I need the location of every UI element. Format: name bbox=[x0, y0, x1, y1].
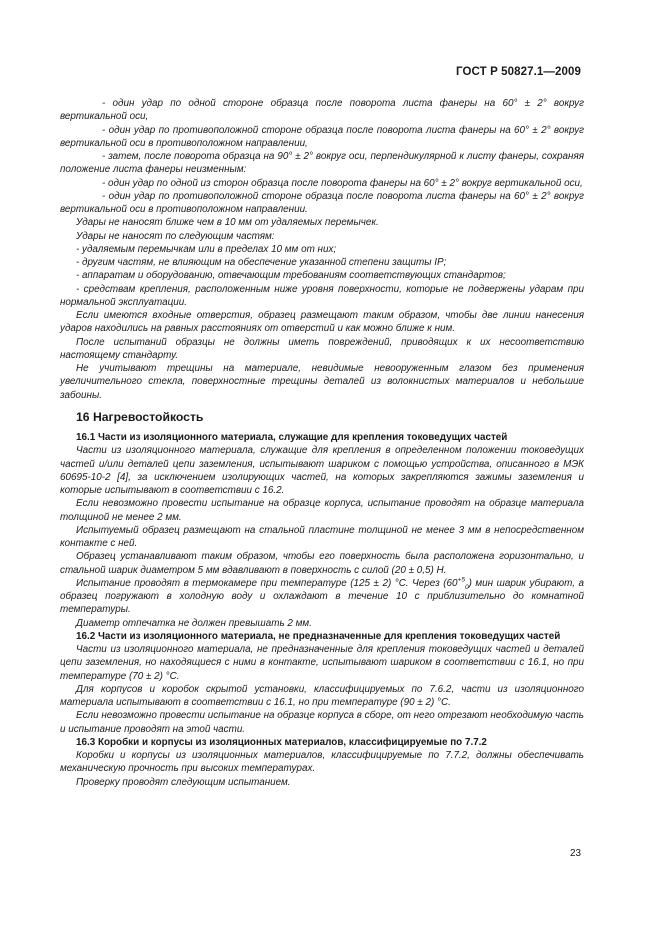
paragraph: - один удар по одной стороне образца после поворота листа фанеры на 60° ± 2° вокруг вертикальной оси, bbox=[60, 98, 584, 123]
paragraph: Если имеются входные отверстия, образец размещают таким образом, чтобы две линии нанесения ударов находились на равных расстояниях от отверстий и как можно ближе к ним. bbox=[60, 310, 584, 335]
document-body bbox=[60, 97, 584, 789]
paragraph: Части из изоляционного материала, служащие для крепления в определенном положении токоведущих частей и/или деталей цепи заземления, испытывают шариком с помощью устройства, описанного в МЭК 60695-10-2 [4], за исключением изолирующих частей, на которых закрепляются зажимы заземления и которые испытывают в соответствии с 16.2. bbox=[60, 445, 584, 496]
paragraph: Удары не наносят ближе чем в 10 мм от удаляемых перемычек. bbox=[76, 217, 379, 229]
paragraph: После испытаний образцы не должны иметь повреждений, приводящих к их несоответствию настоящему стандарту. bbox=[60, 336, 584, 361]
standard-header: ГОСТ Р 50827.1—2009 bbox=[456, 66, 581, 78]
paragraph bbox=[60, 577, 584, 617]
paragraph: Не учитывают трещины на материале, невидимые невооруженным глазом без применения увеличительного стекла, поверхностные трещины деталей из волокнистых материалов и небольшие забоины. bbox=[60, 363, 584, 401]
subscript: 0 bbox=[464, 583, 469, 591]
paragraph: Проверку проводят следующим испытанием. bbox=[76, 776, 291, 788]
paragraph: Удары не наносят по следующим частям: bbox=[76, 230, 275, 242]
superscript: +5 bbox=[457, 576, 465, 584]
list-item: - средствам крепления, расположенным ниже уровня поверхности, которые не подвержены ударам при нормальной эксплуатации. bbox=[60, 283, 584, 308]
subsection-heading: 16.1 Части из изоляционного материала, служащие для крепления токоведущих частей bbox=[76, 432, 508, 443]
list-item: - удаляемым перемычкам или в пределах 10 мм от них; bbox=[76, 243, 337, 255]
paragraph: - один удар по одной из сторон образца после поворота фанеры на 60° ± 2° вокруг вертикальной оси, bbox=[102, 177, 583, 189]
paragraph: Части из изоляционного материала, не предназначенные для крепления токоведущих частей и деталей цепи заземления, но находящиеся с ними в контакте, испытывают шариком в соответствии с 16.1, но при температуре (70 ± 2) °С. bbox=[60, 644, 584, 682]
text-fragment: ) мин шарик убирают, а образец погружают в холодную воду и охлаждают в течение 10 с приблизительно до комнатной температуры. bbox=[60, 577, 584, 616]
text-fragment: Испытание проводят в термокамере при температуре (125 ± 2) °С. Через (60 bbox=[76, 577, 458, 589]
section-heading: 16 Нагревостойкость bbox=[76, 409, 204, 424]
subsection-heading: 16.2 Части из изоляционного материала, не предназначенные для крепления токоведущих частей bbox=[76, 630, 561, 642]
paragraph: Если невозможно провести испытание на образце корпуса, испытание проводят на образце материала толщиной не менее 2 мм. bbox=[60, 498, 584, 523]
list-item: - аппаратам и оборудованию, отвечающим требованиям соответствующих стандартов; bbox=[76, 270, 506, 282]
paragraph: Коробки и корпусы из изоляционных материалов, классифицируемые по 7.7.2, должны обеспечивать механическую прочность при высоких температурах. bbox=[60, 750, 584, 775]
paragraph: Образец устанавливают таким образом, чтобы его поверхность была расположена горизонтально, и стальной шарик диаметром 5 мм вдавливают в поверхность с силой (20 ± 0,5) Н. bbox=[60, 551, 584, 576]
subsection-heading: 16.3 Коробки и корпусы из изоляционных материалов, классифицируемые по 7.7.2 bbox=[76, 736, 487, 748]
page-number: 23 bbox=[570, 848, 581, 859]
paragraph: Если невозможно провести испытание на образце корпуса в сборе, от него отрезают необходимую часть и испытание проводят на этой части. bbox=[60, 710, 584, 735]
paragraph: - один удар по противоположной стороне образца после поворота листа фанеры на 60° ± 2° вокруг вертикальной оси в противоположном направлении, bbox=[60, 124, 584, 149]
list-item: - другим частям, не влияющим на обеспечение указанной степени защиты IP; bbox=[76, 257, 447, 268]
paragraph: - один удар по противоположной стороне образца после поворота листа фанеры на 60° ± 2° вокруг вертикальной оси в противоположном направлении. bbox=[60, 190, 584, 215]
paragraph: Для корпусов и коробок скрытой установки, классифицируемых по 7.6.2, части из изоляционного материала испытывают в соответствии с 16.1, но при температуре (90 ± 2) °С. bbox=[60, 683, 584, 708]
paragraph: Диаметр отпечатка не должен превышать 2 мм. bbox=[76, 617, 312, 629]
paragraph: Испытуемый образец размещают на стальной пластине толщиной не менее 3 мм в непосредственном контакте с ней. bbox=[60, 524, 584, 549]
paragraph: - затем, после поворота образца на 90° ± 2° вокруг оси, перпендикулярной к листу фанеры, сохраняя положение листа фанеры неизменным: bbox=[60, 151, 584, 176]
